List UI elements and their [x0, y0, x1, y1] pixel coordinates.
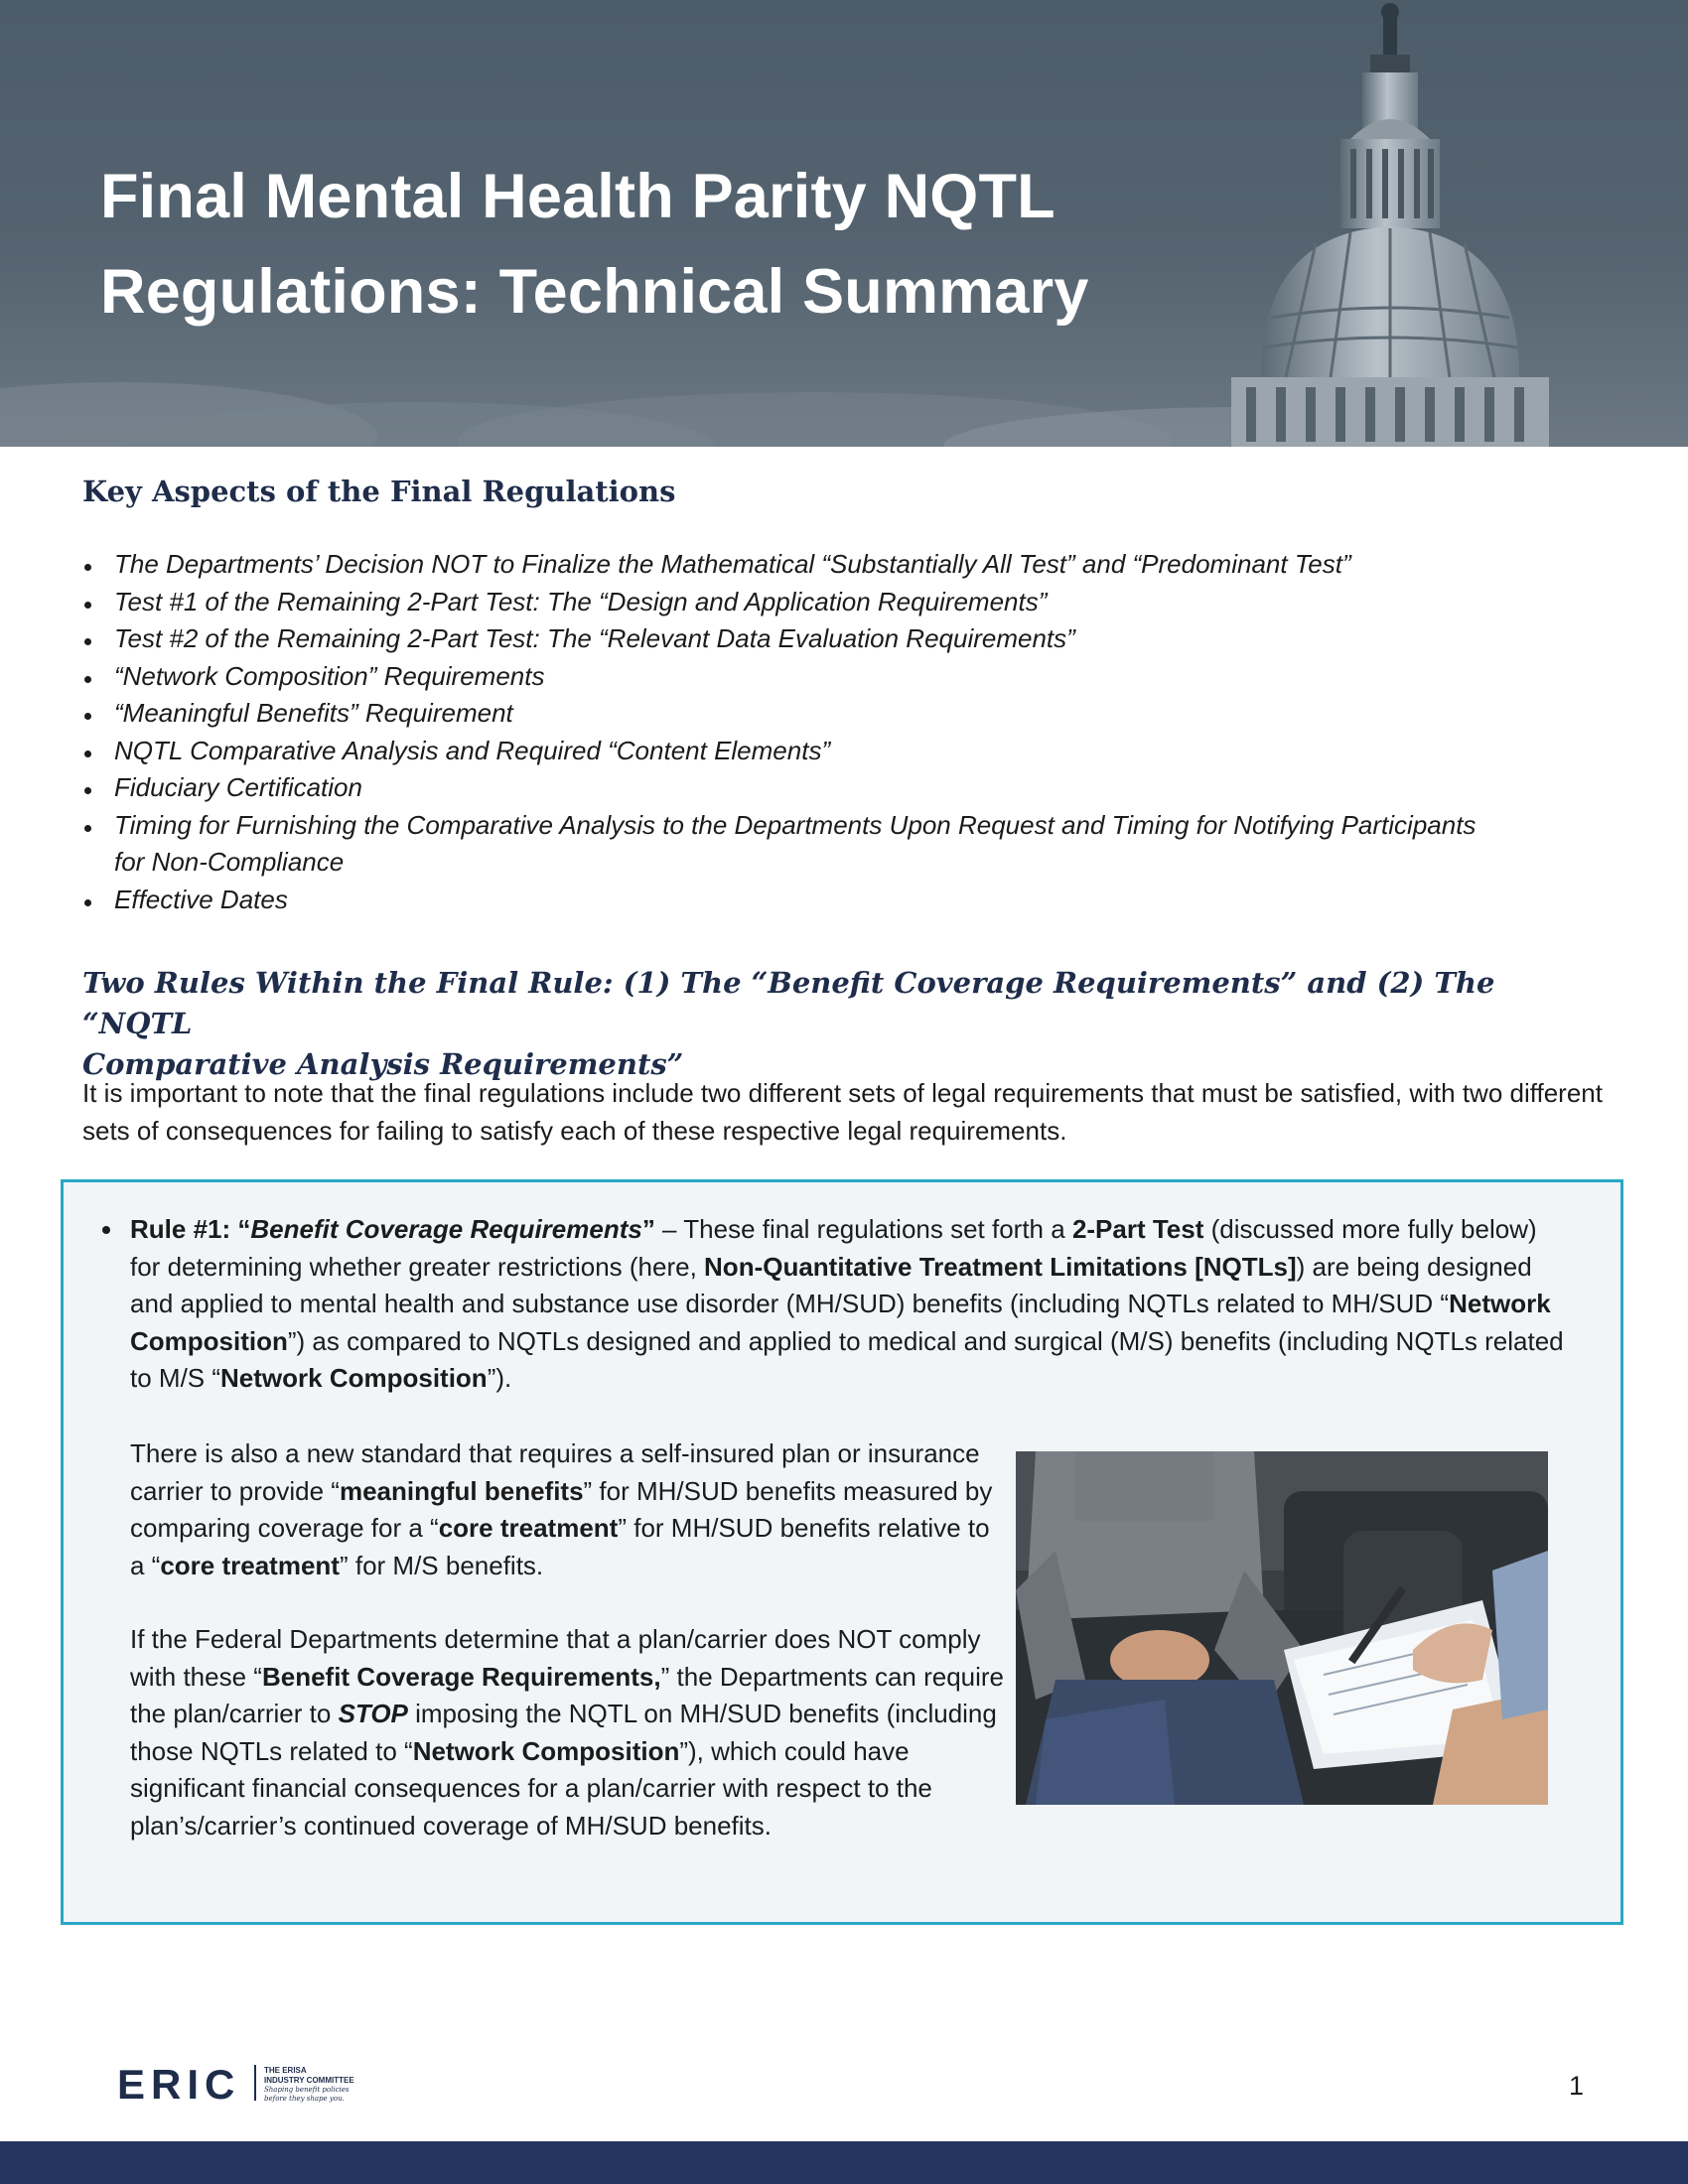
page-number: 1: [1568, 2071, 1584, 2101]
meaningful-benefits-paragraph: [130, 1435, 1004, 1584]
eric-logo-tagline-3: Shaping benefit policies: [264, 2086, 350, 2094]
title-line-1: Final Mental Health Parity NQTL: [100, 162, 1055, 231]
list-item: Effective Dates: [82, 882, 1512, 919]
two-rules-heading: [82, 963, 1512, 1085]
list-item: Timing for Furnishing the Comparative Analysis to the Departments Upon Request and Timing for Notifying Participants for Non-Compliance: [82, 807, 1512, 882]
text-run: There is also a new standard that requires a self-insured plan or insurance carrier to provide “: [130, 1438, 980, 1506]
bold-italic-term: STOP: [338, 1699, 408, 1728]
text-run: ”), which could have significant financial consequences for a plan/carrier with respect to the plan’s/carrier’s continued coverage of MH/SUD benefits.: [130, 1735, 932, 1841]
text-run: ”) as compared to NQTLs designed and applied to medical and surgical (M/S) benefits (including NQTLs related to M/S “: [130, 1325, 1564, 1393]
two-rules-heading-line-1: Two Rules Within the Final Rule: (1) The “Benefit Coverage Requirements” and (2) The “NQTL: [82, 966, 1495, 1040]
rule-1-label-suffix: ”: [641, 1214, 655, 1244]
bold-term: core treatment: [438, 1513, 619, 1543]
list-item: NQTL Comparative Analysis and Required “Content Elements”: [82, 733, 1512, 770]
counseling-photo-illustration: [1016, 1451, 1548, 1805]
eric-logo-mark: [117, 2061, 395, 2105]
bold-term: Network Composition: [412, 1735, 680, 1766]
text-run: (discussed more fully below) for determining whether greater restrictions (here,: [130, 1214, 1537, 1282]
list-item: Test #1 of the Remaining 2-Part Test: The “Design and Application Requirements”: [82, 584, 1512, 621]
text-run: ” for MH/SUD benefits measured by comparing coverage for a “: [130, 1475, 993, 1543]
text-run: ” for M/S benefits.: [339, 1550, 544, 1580]
text-run: ” the Departments can require the plan/carrier to: [130, 1661, 1005, 1728]
two-rules-heading-line-2: Comparative Analysis Requirements”: [82, 1047, 684, 1081]
rule-1-label-italic: Benefit Coverage Requirements: [250, 1214, 642, 1244]
bold-term: Benefit Coverage Requirements,: [261, 1661, 661, 1692]
list-item: The Departments’ Decision NOT to Finalize the Mathematical “Substantially All Test” and “Predominant Test”: [82, 546, 1512, 584]
eric-logo-tagline-4: before they shape you.: [264, 2095, 345, 2103]
bold-term: Network Composition: [220, 1363, 488, 1393]
text-run: ”).: [487, 1363, 512, 1393]
eric-logo: [117, 2061, 395, 2110]
title-line-2: Regulations: Technical Summary: [100, 257, 1089, 327]
text-run: ” for MH/SUD benefits relative to a “: [130, 1513, 990, 1580]
list-item: Test #2 of the Remaining 2-Part Test: The “Relevant Data Evaluation Requirements”: [82, 620, 1512, 658]
key-aspects-list: [82, 546, 1512, 918]
counseling-session-photo: [1016, 1451, 1548, 1805]
two-rules-intro: It is important to note that the final regulations include two different sets of legal requirements that must be satisfied, with two different sets of consequences for failing to satisfy each of these respective legal requirements.: [82, 1078, 1603, 1146]
eric-logo-wordmark: ERIC: [117, 2061, 241, 2105]
text-run: – These final regulations set forth a: [654, 1214, 1072, 1244]
bold-term: 2-Part Test: [1071, 1214, 1204, 1244]
footer-bar: [0, 2141, 1688, 2184]
list-item: “Network Composition” Requirements: [82, 658, 1512, 696]
key-aspects-heading: Key Aspects of the Final Regulations: [82, 475, 676, 508]
list-item: “Meaningful Benefits” Requirement: [82, 695, 1512, 733]
document-title: [100, 149, 1272, 340]
text-run: imposing the NQTL on MH/SUD benefits (including those NQTLs related to “: [130, 1699, 997, 1766]
bullet-icon: [102, 1226, 110, 1234]
non-compliance-paragraph: [130, 1621, 1004, 1844]
bold-term: Non-Quantitative Treatment Limitations [NQTLs]: [704, 1251, 1297, 1282]
bold-term: meaningful benefits: [339, 1475, 584, 1506]
bold-term: core treatment: [160, 1550, 340, 1580]
text-run: ) are being designed and applied to mental health and substance use disorder (MH/SUD) benefits (including NQTLs related to MH/SUD “: [130, 1251, 1532, 1318]
eric-logo-tagline-1: THE ERISA: [264, 2066, 307, 2075]
rule-1-label-prefix: Rule #1: “: [130, 1214, 251, 1244]
list-item: Fiduciary Certification: [82, 769, 1512, 807]
bold-term: Network Composition: [130, 1289, 1551, 1356]
text-run: If the Federal Departments determine that a plan/carrier does NOT comply with these “: [130, 1624, 981, 1692]
rule-1-paragraph: [130, 1211, 1570, 1398]
header-banner: [0, 0, 1688, 447]
eric-logo-tagline-2: INDUSTRY COMMITTEE: [264, 2076, 354, 2085]
